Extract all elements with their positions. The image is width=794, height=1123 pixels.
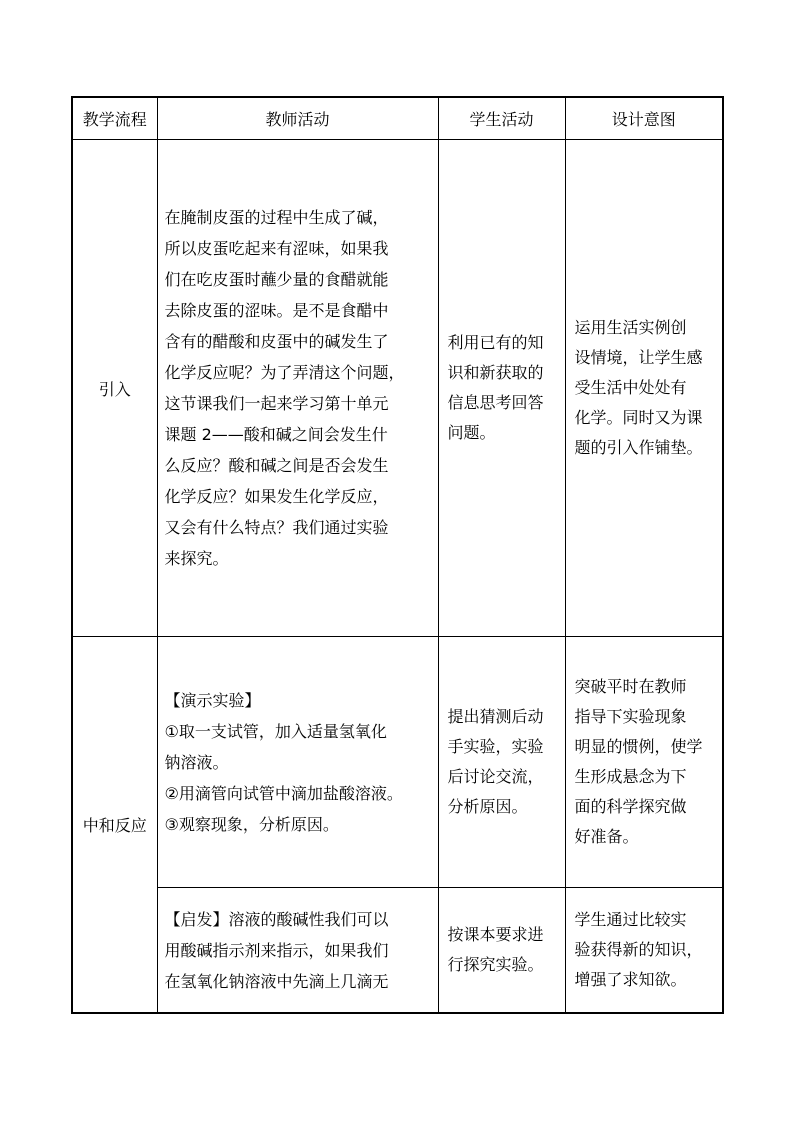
text-line: 验获得新的知识， (574, 940, 703, 959)
text-line: 明显的惯例，使学 (574, 737, 703, 756)
text-line: 化学反应呢？为了弄清这个问题， (164, 363, 405, 382)
text-line: 信息思考回答 (447, 393, 544, 412)
text-line: 受生活中处处有 (574, 378, 687, 397)
text-line: 在腌制皮蛋的过程中生成了碱， (164, 208, 389, 227)
text-line: 增强了求知欲。 (574, 970, 687, 989)
text-line: 提出猜测后动 (447, 707, 544, 726)
flow-cell: 引入 (72, 140, 157, 637)
text-line: 利用已有的知 (447, 333, 544, 352)
text-line: 好准备。 (574, 827, 639, 846)
table-row (72, 888, 723, 1014)
teacher-activity-cell (157, 888, 438, 1014)
table-row (72, 637, 723, 888)
table-header-row (72, 97, 723, 140)
lesson-plan-table (71, 96, 724, 1014)
text-line: 分析原因。 (447, 797, 528, 816)
student-activity-cell (438, 637, 565, 888)
text-line: 去除皮蛋的涩味。是不是食醋中 (164, 301, 389, 320)
teacher-activity-cell (157, 140, 438, 637)
header-teacher-activity: 教师活动 (157, 97, 438, 140)
text-line: 突破平时在教师 (574, 677, 687, 696)
text-line: 【启发】溶液的酸碱性我们可以 (164, 909, 389, 929)
flow-cell: 中和反应 (72, 637, 157, 1014)
design-intent-cell (565, 888, 723, 1014)
student-activity-cell (438, 888, 565, 1014)
text-line: 来探究。 (164, 549, 229, 568)
text-line: 行探究实验。 (447, 955, 544, 974)
design-intent-cell (565, 637, 723, 888)
text-line: 运用生活实例创 (574, 318, 687, 337)
text-line: 生形成悬念为下 (574, 767, 687, 786)
text-line: 又会有什么特点？我们通过实验 (164, 518, 389, 537)
table-row (72, 140, 723, 637)
text-line: 么反应？酸和碱之间是否会发生 (164, 456, 389, 475)
text-line: ③观察现象，分析原因。 (164, 814, 339, 834)
text-line: 课题 2——酸和碱之间会发生什 (164, 425, 388, 444)
text-line: 学生通过比较实 (574, 910, 687, 929)
text-line: 用酸碱指示剂来指示，如果我们 (164, 940, 389, 960)
text-line: 在氢氧化钠溶液中先滴上几滴无 (164, 971, 389, 991)
design-intent-cell (565, 140, 723, 637)
header-flow: 教学流程 (72, 97, 157, 140)
text-line: 识和新获取的 (447, 363, 544, 382)
text-line: 题的引入作铺垫。 (574, 438, 703, 457)
text-line: 设情境，让学生感 (574, 348, 703, 367)
text-line: 钠溶液。 (164, 752, 229, 772)
text-line: 含有的醋酸和皮蛋中的碱发生了 (164, 332, 389, 351)
text-line: 们在吃皮蛋时蘸少量的食醋就能 (164, 270, 389, 289)
text-line: ①取一支试管，加入适量氢氧化 (164, 721, 387, 741)
text-line: 所以皮蛋吃起来有涩味，如果我 (164, 239, 389, 258)
text-line: 化学反应？如果发生化学反应， (164, 487, 389, 506)
header-student-activity: 学生活动 (438, 97, 565, 140)
text-line: 这节课我们一起来学习第十单元 (164, 394, 389, 413)
text-line: ②用滴管向试管中滴加盐酸溶液。 (164, 783, 403, 803)
text-line: 后讨论交流， (447, 767, 544, 786)
text-line: 问题。 (447, 423, 496, 442)
text-line: 指导下实验现象 (574, 707, 687, 726)
text-line: 手实验，实验 (447, 737, 544, 756)
text-line: 按课本要求进 (447, 925, 544, 944)
teacher-activity-cell (157, 637, 438, 888)
header-design-intent: 设计意图 (565, 97, 723, 140)
student-activity-cell (438, 140, 565, 637)
text-line: 【演示实验】 (164, 690, 261, 710)
text-line: 化学。同时又为课 (574, 408, 703, 427)
text-line: 面的科学探究做 (574, 797, 687, 816)
